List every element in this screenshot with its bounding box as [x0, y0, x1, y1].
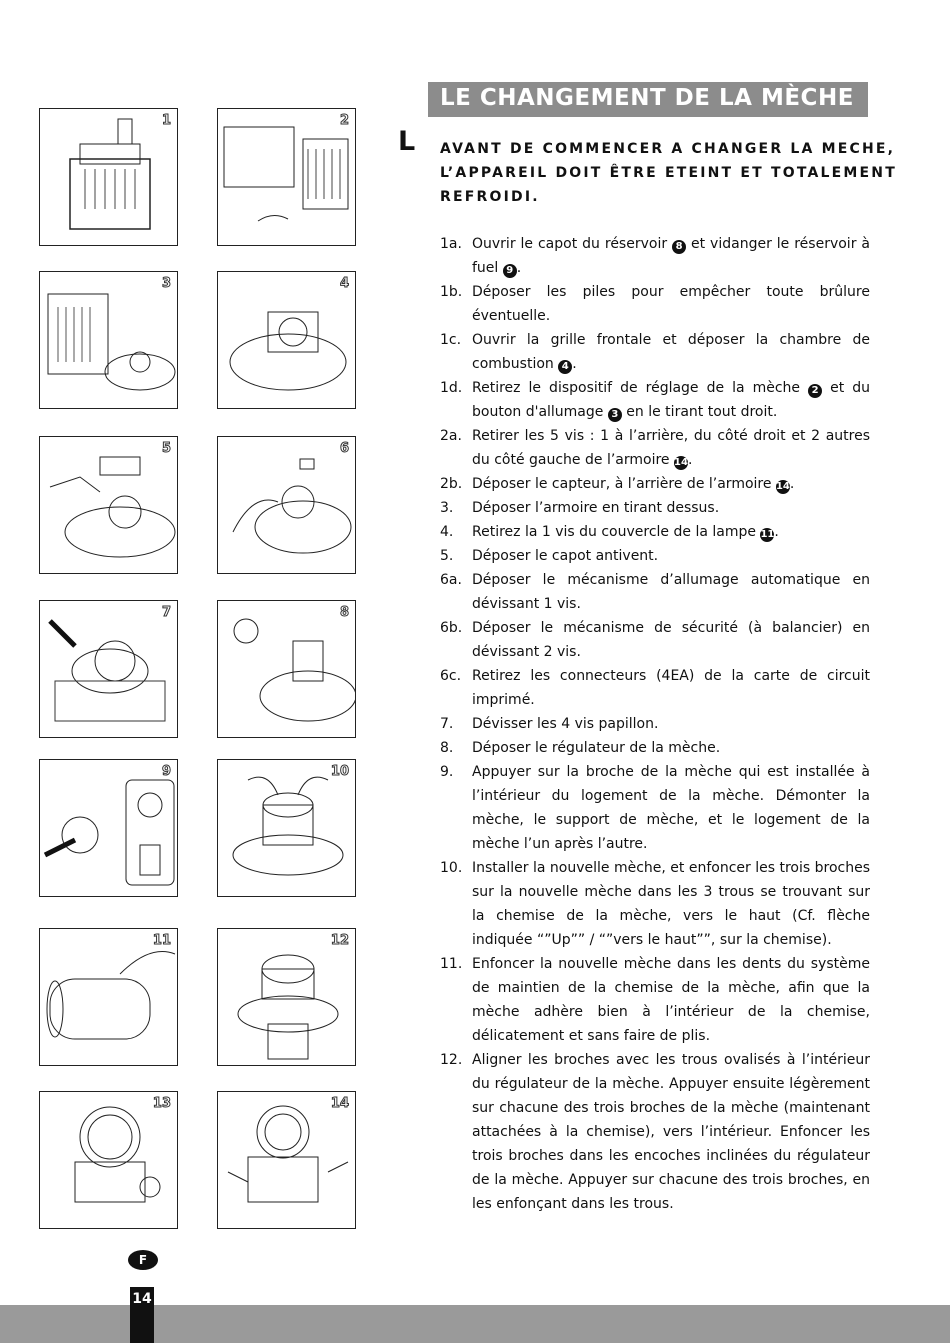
- step-number: 10.: [440, 860, 463, 876]
- illustration-figure: [39, 600, 178, 738]
- part-reference-badge: 11: [760, 529, 775, 540]
- step-item: [440, 544, 870, 568]
- step-number: 6c.: [440, 668, 462, 684]
- part-reference-badge: 3: [608, 408, 622, 422]
- step-item: [440, 472, 870, 496]
- step-item: [440, 952, 870, 1048]
- step-text: et du bouton d'allumage: [472, 380, 870, 420]
- part-reference-badge: 14: [674, 457, 688, 468]
- step-number: 1d.: [440, 380, 463, 396]
- figure-number: 2: [339, 113, 349, 128]
- step-text: Dévisser les 4 vis papillon.: [472, 716, 659, 732]
- illustration-figure: [217, 108, 356, 246]
- warning-line: REFROIDI.: [440, 189, 540, 205]
- figure-drawing: [40, 929, 178, 1066]
- figure-drawing: [218, 760, 356, 897]
- part-reference-badge: 8: [672, 240, 686, 254]
- step-text: Enfoncer la nouvelle mèche dans les dents du système de maintien de la chemise de la mèche, afin que la mèche adhère bien à l’intérieur de la chemise, délicatement et sans faire de plis.: [472, 956, 870, 1044]
- figure-drawing: [218, 601, 356, 738]
- instruction-steps: [440, 232, 870, 1216]
- figure-number: 4: [339, 276, 349, 291]
- step-item: [440, 664, 870, 712]
- part-reference-badge: 2: [808, 384, 822, 398]
- step-text: et vidanger le réservoir à fuel: [472, 236, 870, 276]
- step-number: 12.: [440, 1052, 463, 1068]
- figure-number: 3: [161, 276, 171, 291]
- step-number: 3.: [440, 500, 454, 516]
- figure-drawing: [218, 109, 356, 246]
- figure-drawing: [40, 272, 178, 409]
- step-text: Déposer les piles pour empêcher toute brûlure éventuelle.: [472, 284, 870, 324]
- warning-line: AVANT DE COMMENCER A CHANGER LA MECHE,: [440, 141, 896, 157]
- figure-number: 11: [152, 933, 171, 948]
- figure-number: 6: [339, 441, 349, 456]
- step-number: 8.: [440, 740, 454, 756]
- figure-drawing: [40, 437, 178, 574]
- figure-number: 12: [330, 933, 349, 948]
- step-item: [440, 736, 870, 760]
- language-badge: F: [128, 1250, 158, 1270]
- illustration-figure: [217, 271, 356, 409]
- step-text: Retirez les connecteurs (4EA) de la carte de circuit imprimé.: [472, 668, 870, 708]
- step-item: [440, 616, 870, 664]
- step-item: [440, 568, 870, 616]
- step-number: 1a.: [440, 236, 462, 252]
- step-number: 1c.: [440, 332, 462, 348]
- step-text: Ouvrir le capot du réservoir: [472, 236, 673, 252]
- page-number: 14: [130, 1287, 154, 1343]
- step-number: 2a.: [440, 428, 462, 444]
- step-item: [440, 856, 870, 952]
- step-number: 6b.: [440, 620, 463, 636]
- illustration-figure: [217, 1091, 356, 1229]
- step-text: Aligner les broches avec les trous ovalisés à l’intérieur du régulateur de la mèche. Appuyer ensuite légèrement sur chacune des trois broches de la mèche (maintenant attachées à la chemise), vers l’intérieur. Enfoncer les trois broches dans les encoches inclinées du régulateur de la mèche. Appuyer sur chacune des trois broches, en les enfonçant dans les trous.: [472, 1052, 870, 1212]
- illustration-figure: [217, 436, 356, 574]
- figure-number: 9: [161, 764, 171, 779]
- step-text: en le tirant tout droit.: [621, 404, 778, 420]
- figure-drawing: [218, 1092, 356, 1229]
- figure-drawing: [218, 929, 356, 1066]
- step-text: Déposer le capot antivent.: [472, 548, 659, 564]
- step-number: 9.: [440, 764, 454, 780]
- warning-line: L’APPAREIL DOIT ÊTRE ETEINT ET TOTALEMENT: [440, 165, 897, 181]
- figure-drawing: [218, 272, 356, 409]
- illustration-figure: [217, 600, 356, 738]
- figure-number: 1: [161, 113, 171, 128]
- step-item: [440, 328, 870, 376]
- figure-number: 5: [161, 441, 171, 456]
- step-number: 1b.: [440, 284, 463, 300]
- step-number: 11.: [440, 956, 463, 972]
- step-text: Déposer le régulateur de la mèche.: [472, 740, 721, 756]
- step-item: [440, 496, 870, 520]
- step-text: .: [774, 524, 779, 540]
- illustration-figure: [217, 928, 356, 1066]
- step-text: Appuyer sur la broche de la mèche qui est installée à l’intérieur du logement de la mèche. Démonter la mèche, le support de mèche, et le logement de la mèche l’un après l’autre.: [472, 764, 870, 852]
- figure-number: 8: [339, 605, 349, 620]
- illustration-figure: [217, 759, 356, 897]
- figure-drawing: [40, 109, 178, 246]
- step-item: [440, 760, 870, 856]
- step-item: [440, 1048, 870, 1216]
- illustration-figure: [39, 271, 178, 409]
- step-text: Déposer le capteur, à l’arrière de l’armoire: [472, 476, 776, 492]
- step-item: [440, 520, 870, 544]
- illustration-figure: [39, 108, 178, 246]
- figure-number: 10: [330, 764, 349, 779]
- step-number: 6a.: [440, 572, 462, 588]
- part-reference-badge: 9: [503, 264, 517, 278]
- step-text: Retirer les 5 vis : 1 à l’arrière, du côté droit et 2 autres du côté gauche de l’armoire: [472, 428, 870, 468]
- step-text: .: [516, 260, 522, 276]
- illustration-figure: [39, 928, 178, 1066]
- step-number: 7.: [440, 716, 454, 732]
- figure-number: 14: [330, 1096, 349, 1111]
- step-text: .: [789, 476, 795, 492]
- figure-drawing: [218, 437, 356, 574]
- step-text: Déposer le mécanisme de sécurité (à balancier) en dévissant 2 vis.: [472, 620, 870, 660]
- step-text: Retirez le dispositif de réglage de la mèche: [472, 380, 809, 396]
- figure-drawing: [40, 601, 178, 738]
- step-item: [440, 280, 870, 328]
- step-text: Déposer l’armoire en tirant dessus.: [472, 500, 720, 516]
- illustration-figure: [39, 759, 178, 897]
- step-number: 2b.: [440, 476, 463, 492]
- section-title: LE CHANGEMENT DE LA MÈCHE: [428, 82, 868, 117]
- step-text: .: [687, 452, 693, 468]
- part-reference-badge: 4: [558, 360, 572, 374]
- step-item: [440, 376, 870, 424]
- illustration-figure: [39, 1091, 178, 1229]
- illustration-figure: [39, 436, 178, 574]
- section-letter: L: [398, 126, 416, 157]
- step-text: .: [572, 356, 577, 372]
- step-text: Installer la nouvelle mèche, et enfoncer les trois broches sur la nouvelle mèche dans les 3 trous se trouvant sur la chemise de la mèche, vers le haut (Cf. flèche indiquée “”Up”” / “”vers le haut””, sur la chemise).: [472, 860, 870, 948]
- step-item: [440, 424, 870, 472]
- part-reference-badge: 14: [775, 481, 790, 492]
- step-number: 5.: [440, 548, 454, 564]
- step-item: [440, 712, 870, 736]
- step-text: Déposer le mécanisme d’allumage automatique en dévissant 1 vis.: [472, 572, 870, 612]
- warning-notice: [440, 137, 897, 209]
- figure-drawing: [40, 760, 178, 897]
- step-number: 4.: [440, 524, 454, 540]
- step-text: Retirez la 1 vis du couvercle de la lampe: [472, 524, 761, 540]
- figure-number: 13: [152, 1096, 171, 1111]
- figure-number: 7: [161, 605, 171, 620]
- step-item: [440, 232, 870, 280]
- step-text: Ouvrir la grille frontale et déposer la chambre de combustion: [472, 332, 870, 372]
- figure-drawing: [40, 1092, 178, 1229]
